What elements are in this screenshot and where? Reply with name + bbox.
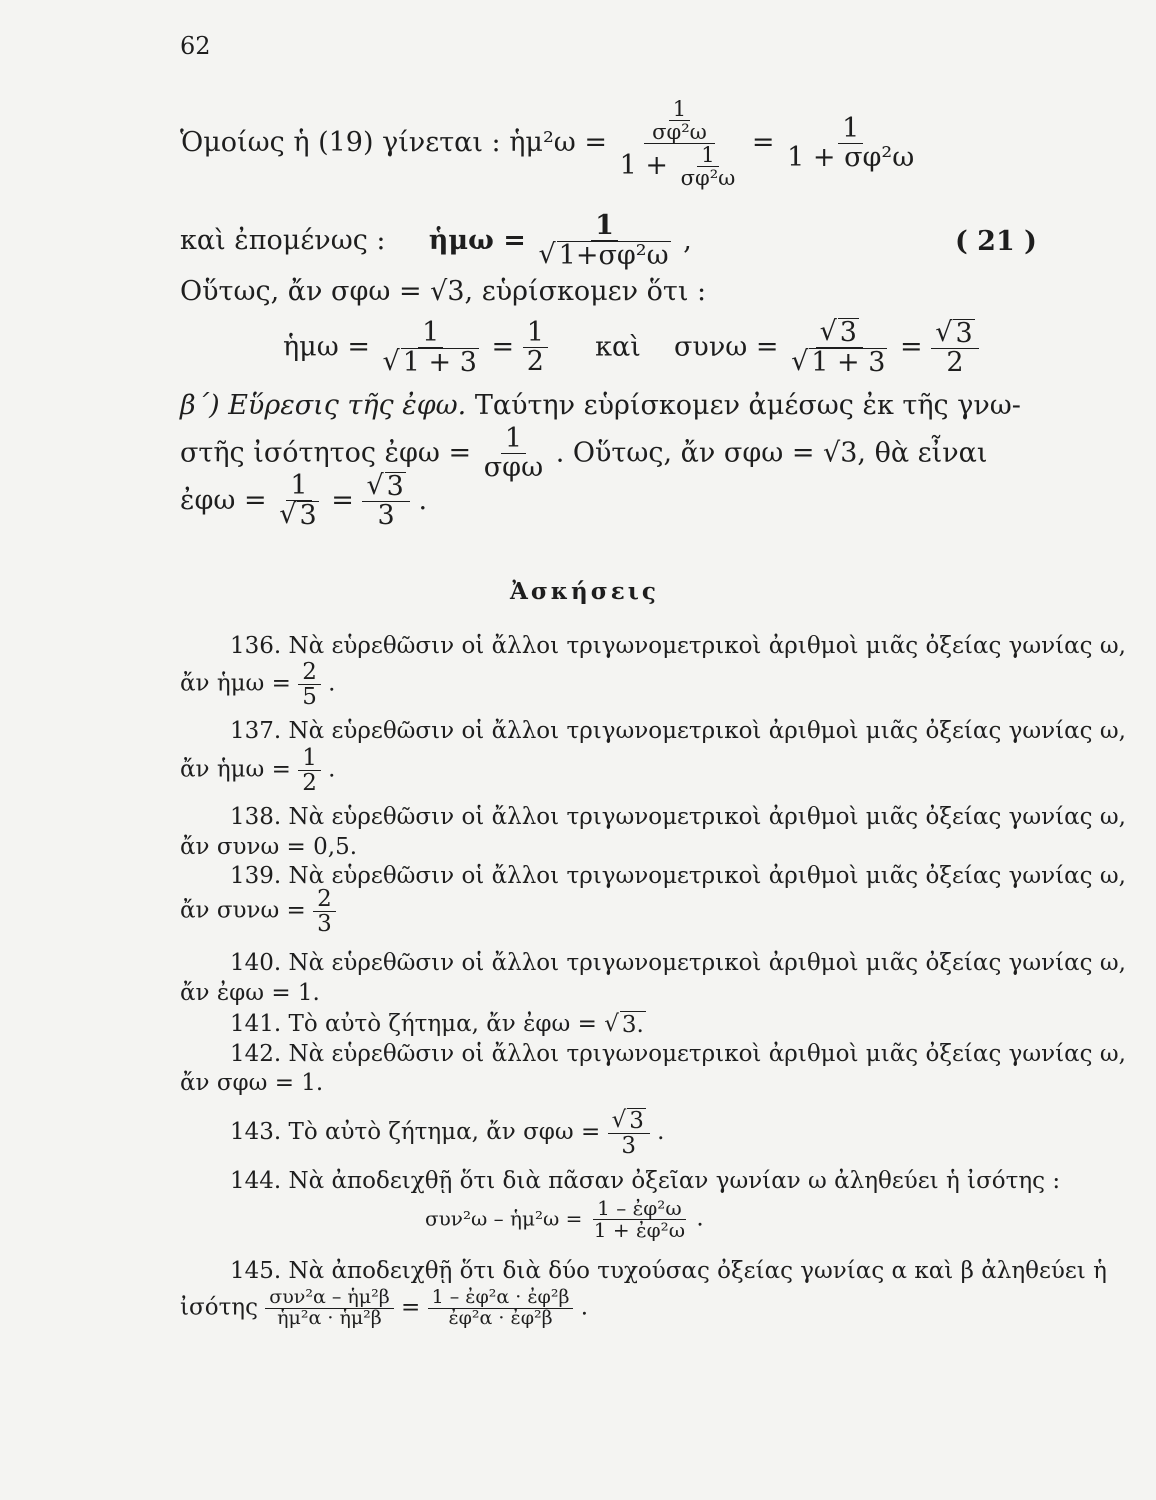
tan-fraction: 1 √ 3	[279, 470, 317, 532]
tan-result-fraction: √ 3 3	[362, 472, 409, 531]
example-results: ἡμω = 1 √ 1 + 3 = $\frac{1}{2}$ καὶ συνω = √ 3 √ 1 + 3 = √ 3 2	[283, 318, 979, 378]
eq19-result-fraction: $\frac{1}{\text{1 + σφ²ω}}$	[787, 112, 915, 174]
exercise-142: 142. Νὰ εὑρεθῶσιν οἱ ἄλλοι τριγωνομετρικοὶ ἀριθμοὶ μιᾶς ὀξείας γωνίας ω,	[230, 1041, 1126, 1067]
radical-sign-icon: √ 3	[819, 316, 857, 348]
exercise-137-condition: ἄν ἡμω = $\frac{1}{2}$ .	[180, 745, 336, 797]
eq21-lead: καὶ ἐπομένως :	[180, 224, 386, 256]
exercise-141: 141. Τὸ αὐτὸ ζήτημα, ἄν ἐφω = √ 3.	[230, 1011, 644, 1038]
exercise-138: 138. Νὰ εὑρεθῶσιν οἱ ἄλλοι τριγωνομετρικοὶ ἀριθμοὶ μιᾶς ὀξείας γωνίας ω,	[230, 804, 1126, 830]
exercise-140: 140. Νὰ εὑρεθῶσιν οἱ ἄλλοι τριγωνομετρικοὶ ἀριθμοὶ μιᾶς ὀξείας γωνίας ω,	[230, 950, 1126, 976]
cos-result-fraction: √ 3 2	[931, 319, 978, 378]
eq19-lead: Ὁμοίως ἡ (19) γίνεται :	[180, 127, 501, 159]
radical-sign-icon: √ 3.	[604, 1011, 644, 1038]
equation-label-21: ( 21 )	[955, 226, 1037, 257]
eq19-inner-fraction-2: $\frac{1}{\text{σφ²ω}}$	[680, 142, 736, 191]
eq21-fraction: 1 √ 1+σφ²ω	[538, 210, 669, 272]
radical-sign-icon: √ 3	[935, 316, 973, 349]
exercise-139-condition: ἄν συνω = $\frac{2}{3}$	[180, 887, 336, 936]
section-b-line2: στῆς ἰσότητος ἐφω = $\frac{1}{\text{σφω}}$ . Οὕτως, ἄν σφω = √3, θὰ εἶναι	[180, 423, 988, 484]
example-line: Οὕτως, ἄν σφω = √3, εὑρίσκομεν ὅτι :	[180, 276, 707, 307]
exercise-140-condition: ἄν ἐφω = 1.	[180, 980, 320, 1006]
exercise-145-identity: ἰσότης $\frac{\text{συν²α – ἡμ²β}}{\text{ἡμ²α · ἡμ²β}}$ = $\frac{\text{1 – ἐφ²α · ἐφ²β}}{\text{ἐφ²α · ἐφ²β}}$ .	[180, 1286, 589, 1329]
equation-19: Ὁμοίως ἡ (19) γίνεται : ἡμ²ω = $\frac{1}{\text{σφ²ω}}$ 1 + $\frac{1}{\text{σφ²ω}}$ = $\frac{1}{\text{1 + σφ²ω}}$	[180, 98, 918, 189]
exercise-145: 145. Νὰ ἀποδειχθῇ ὅτι διὰ δύο τυχούσας ὀξείας γωνίας α καὶ β ἀληθεύει ἡ	[230, 1258, 1107, 1284]
exercises-heading: Ἀσκήσεις	[510, 578, 659, 605]
eq19-complex-fraction: $\frac{1}{\text{σφ²ω}}$ 1 + $\frac{1}{\text{σφ²ω}}$	[616, 98, 744, 189]
cos-fraction	[787, 318, 891, 378]
exercise-143: 143. Τὸ αὐτὸ ζήτημα, ἄν σφω = √ 3 3 .	[230, 1107, 665, 1160]
eq19-inner-fraction: $\frac{1}{\text{σφ²ω}}$	[652, 96, 707, 145]
radical-sign-icon: √ 1 + 3	[382, 345, 477, 378]
exercise-137: 137. Νὰ εὑρεθῶσιν οἱ ἄλλοι τριγωνομετρικοὶ ἀριθμοὶ μιᾶς ὀξείας γωνίας ω,	[230, 718, 1126, 744]
exercise-144-identity: συν²ω – ἡμ²ω = $\frac{\text{1 – ἐφ²ω}}{\text{1 + ἐφ²ω}}$ .	[425, 1196, 704, 1242]
exercise-136-condition: ἄν ἡμω = $\frac{2}{5}$ .	[180, 659, 336, 711]
section-b-line1: β΄) Εὕρεσις τῆς ἐφω. Ταύτην εὑρίσκομεν ἀμέσως ἐκ τῆς γνω-	[180, 390, 1021, 421]
section-b-result: ἐφω = 1 √ 3 = √ 3 3 .	[180, 470, 428, 532]
exercise-144: 144. Νὰ ἀποδειχθῇ ὅτι διὰ πᾶσαν ὀξεῖαν γωνίαν ω ἀληθεύει ἡ ἰσότης :	[230, 1168, 1061, 1194]
tan-definition-fraction: $\frac{1}{\text{σφω}}$	[483, 423, 544, 484]
radical-sign-icon: √ 3	[279, 499, 317, 532]
eq19-lhs: ἡμ²ω =	[509, 127, 608, 159]
sin-fraction: 1 √ 1 + 3	[382, 316, 477, 378]
section-b-heading: β΄) Εὕρεσις τῆς ἐφω.	[180, 390, 467, 421]
exercise-142-condition: ἄν σφω = 1.	[180, 1070, 324, 1096]
page-number: 62	[180, 32, 211, 60]
exercise-138-condition: ἄν συνω = 0,5.	[180, 834, 358, 860]
radical-sign-icon: √ 1+σφ²ω	[538, 239, 669, 272]
radical-sign-icon: √ 3	[611, 1107, 644, 1134]
exercise-139: 139. Νὰ εὑρεθῶσιν οἱ ἄλλοι τριγωνομετρικοὶ ἀριθμοὶ μιᾶς ὀξείας γωνίας ω,	[230, 863, 1126, 889]
radical-sign-icon: √ 3	[366, 470, 404, 502]
equation-21: καὶ ἐπομένως : ἡμω = 1 √ 1+σφ²ω ,	[180, 210, 692, 272]
exercise-136: 136. Νὰ εὑρεθῶσιν οἱ ἄλλοι τριγωνομετρικοὶ ἀριθμοὶ μιᾶς ὀξείας γωνίας ω,	[230, 633, 1126, 659]
radical-sign-icon: √ 1 + 3	[791, 346, 886, 379]
sin-result-fraction: $\frac{1}{2}$	[523, 319, 548, 377]
